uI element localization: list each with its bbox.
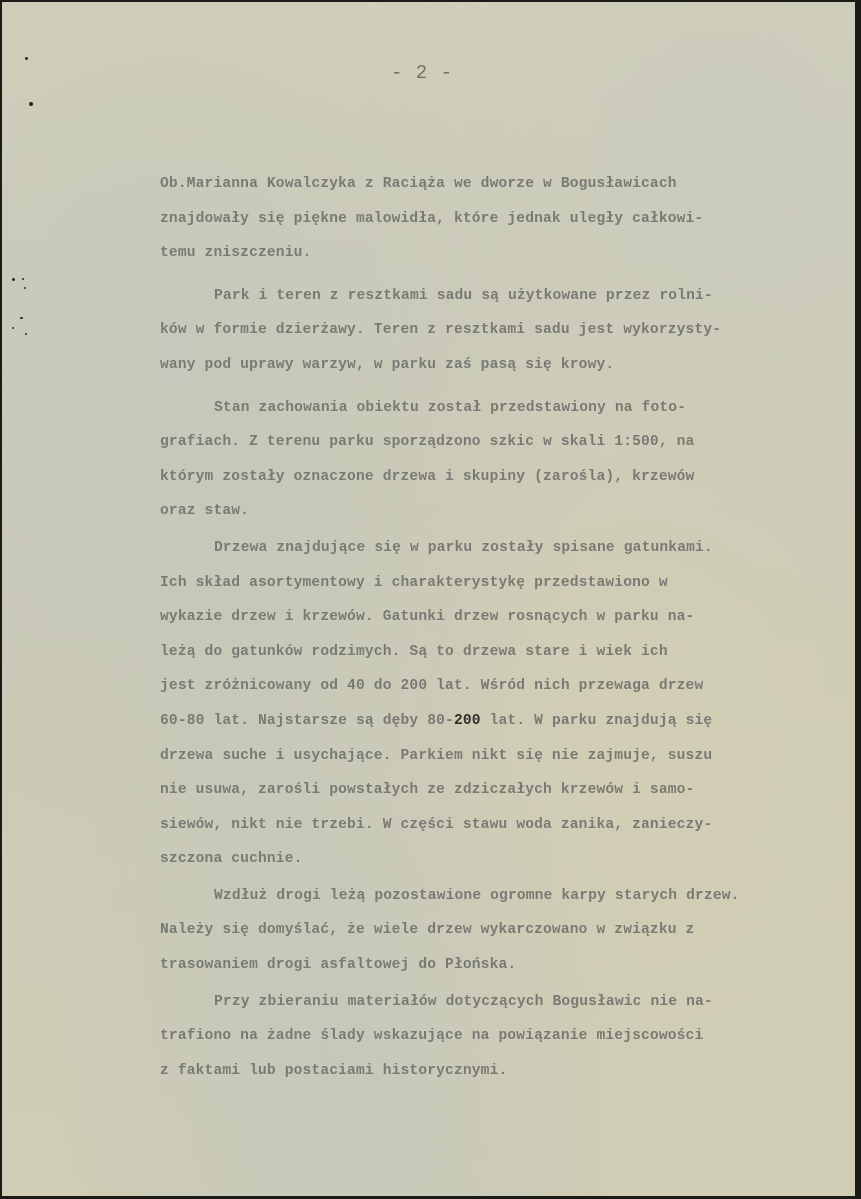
text-line-with-correction bbox=[160, 704, 850, 739]
text-line: z faktami lub postaciami historycznymi. bbox=[160, 1062, 508, 1079]
margin-speck bbox=[24, 287, 26, 289]
text-line: drzewa suche i usychające. Parkiem nikt się nie zajmuje, suszu bbox=[160, 747, 713, 764]
text-line: Wzdłuż drogi leżą pozostawione ogromne karpy starych drzew. bbox=[214, 887, 740, 904]
handwritten-correction: 200 bbox=[453, 712, 481, 729]
paragraph-1 bbox=[160, 167, 850, 271]
text-line: temu zniszczeniu. bbox=[160, 245, 312, 262]
text-line: którym zostały oznaczone drzewa i skupiny (zarośla), krzewów bbox=[160, 468, 695, 485]
text-line: wany pod uprawy warzyw, w parku zaś pasą się krowy. bbox=[160, 356, 615, 373]
text-line: znajdowały się piękne malowidła, które jednak uległy całkowi- bbox=[160, 210, 704, 227]
text-line: nie usuwa, zarośli powstałych ze zdziczałych krzewów i samo- bbox=[160, 782, 695, 799]
paragraph-2 bbox=[160, 279, 850, 383]
typewritten-page bbox=[2, 2, 855, 1196]
margin-speck bbox=[25, 333, 27, 335]
text-line: jest zróżnicowany od 40 do 200 lat. Wśród nich przewaga drzew bbox=[160, 678, 704, 695]
text-line: Drzewa znajdujące się w parku zostały spisane gatunkami. bbox=[214, 539, 713, 556]
text-line: Park i teren z resztkami sadu są użytkowane przez rolni- bbox=[214, 287, 713, 304]
paragraph-3 bbox=[160, 391, 850, 529]
text-line: Należy się domyślać, że wiele drzew wykarczowano w związku z bbox=[160, 922, 695, 939]
margin-speck bbox=[25, 57, 28, 60]
text-line: trasowaniem drogi asfaltowej do Płońska. bbox=[160, 957, 517, 974]
text-line: ków w formie dzierżawy. Teren z resztkami sadu jest wykorzysty- bbox=[160, 322, 722, 339]
paragraph-4 bbox=[160, 531, 850, 877]
page-number: - 2 - bbox=[390, 62, 453, 84]
text-line: Przy zbieraniu materiałów dotyczących Bogusławic nie na- bbox=[214, 993, 713, 1010]
margin-speck bbox=[12, 327, 14, 329]
text-line: Ob.Marianna Kowalczyka z Raciąża we dworze w Bogusławicach bbox=[160, 176, 677, 192]
text-line: grafiach. Z terenu parku sporządzono szkic w skali 1:500, na bbox=[160, 434, 695, 451]
document-body bbox=[160, 167, 850, 1088]
margin-speck bbox=[29, 102, 33, 106]
paragraph-5 bbox=[160, 879, 850, 983]
text-line: wykazie drzew i krzewów. Gatunki drzew rosnących w parku na- bbox=[160, 609, 695, 626]
margin-speck bbox=[12, 278, 15, 281]
margin-speck bbox=[22, 278, 24, 280]
text-line: Ich skład asortymentowy i charakterystykę przedstawiono w bbox=[160, 574, 668, 591]
paragraph-6 bbox=[160, 985, 850, 1089]
text-segment: 60-80 lat. Najstarsze są dęby 80- bbox=[160, 712, 454, 729]
text-line: oraz staw. bbox=[160, 503, 250, 520]
text-line: szczona cuchnie. bbox=[160, 851, 303, 868]
text-line: trafiono na żadne ślady wskazujące na powiązanie miejscowości bbox=[160, 1028, 704, 1045]
text-line: leżą do gatunków rodzimych. Są to drzewa stare i wiek ich bbox=[160, 643, 668, 660]
margin-speck bbox=[20, 317, 23, 319]
text-segment: lat. W parku znajdują się bbox=[480, 712, 713, 729]
text-line: siewów, nikt nie trzebi. W części stawu woda zanika, zanieczy- bbox=[160, 816, 713, 833]
text-line: Stan zachowania obiektu został przedstawiony na foto- bbox=[214, 399, 687, 416]
